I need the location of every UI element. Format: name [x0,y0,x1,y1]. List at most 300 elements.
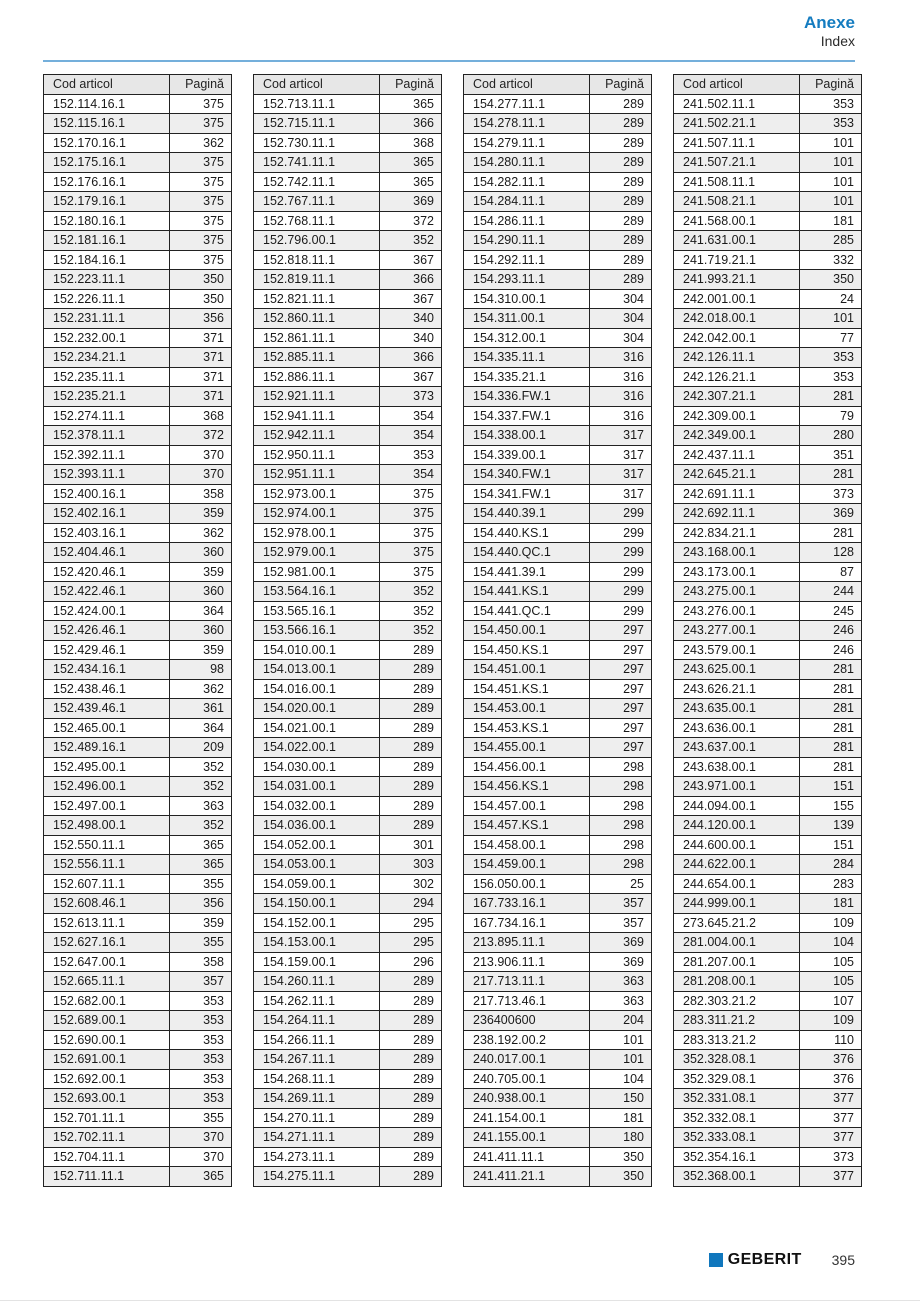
table-row [464,777,652,797]
article-code-cell: 154.441.QC.1 [464,601,590,621]
table-row [44,796,232,816]
table-row [254,172,442,192]
page-number-cell: 364 [170,601,232,621]
table-row [464,328,652,348]
article-code-cell: 154.336.FW.1 [464,387,590,407]
page-number-cell: 350 [800,270,862,290]
page-number-cell: 181 [590,1108,652,1128]
article-code-cell: 154.340.FW.1 [464,465,590,485]
table-row [674,289,862,309]
article-code-cell: 152.973.00.1 [254,484,380,504]
page-number-cell: 297 [590,699,652,719]
table-row [254,816,442,836]
table-row [254,1011,442,1031]
table-row [674,1089,862,1109]
page-number-cell: 371 [170,367,232,387]
table-row [254,894,442,914]
table-row [674,777,862,797]
table-row [44,699,232,719]
table-row [254,601,442,621]
page-number-cell: 375 [170,211,232,231]
table-row [254,94,442,114]
table-row [254,835,442,855]
table-row [44,133,232,153]
article-code-cell: 243.637.00.1 [674,738,800,758]
article-code-cell: 241.719.21.1 [674,250,800,270]
page-number-cell: 365 [380,172,442,192]
table-row [44,211,232,231]
table-row [674,114,862,134]
table-row [254,445,442,465]
article-code-cell: 152.941.11.1 [254,406,380,426]
table-row [44,1050,232,1070]
table-row [44,913,232,933]
table-row [674,211,862,231]
table-row [44,582,232,602]
table-row [464,231,652,251]
article-code-cell: 152.550.11.1 [44,835,170,855]
table-row [674,1128,862,1148]
article-code-cell: 154.013.00.1 [254,660,380,680]
page-number-cell: 356 [170,309,232,329]
article-code-cell: 154.021.00.1 [254,718,380,738]
page-number-cell: 350 [170,289,232,309]
col-header-page: Pagină [170,75,232,95]
article-code-cell: 152.951.11.1 [254,465,380,485]
article-code-cell: 152.495.00.1 [44,757,170,777]
page-number-cell: 366 [380,270,442,290]
article-code-cell: 352.332.08.1 [674,1108,800,1128]
page-number-cell: 370 [170,465,232,485]
table-row [254,367,442,387]
article-code-cell: 152.730.11.1 [254,133,380,153]
page-number-cell: 301 [380,835,442,855]
page-number-cell: 297 [590,660,652,680]
article-code-cell: 243.635.00.1 [674,699,800,719]
article-code-cell: 154.456.KS.1 [464,777,590,797]
article-code-cell: 152.223.11.1 [44,270,170,290]
article-code-cell: 242.645.21.1 [674,465,800,485]
table-row [674,679,862,699]
table-row [674,874,862,894]
page-number-cell: 281 [800,465,862,485]
page-number-cell: 369 [590,952,652,972]
table-row [674,738,862,758]
table-row [464,387,652,407]
page-number-cell: 105 [800,952,862,972]
table-row [254,387,442,407]
page-number-cell: 296 [380,952,442,972]
table-header-row [44,75,232,95]
page-number-cell: 352 [380,621,442,641]
table-row [44,270,232,290]
page-number-cell: 24 [800,289,862,309]
page-number-cell: 298 [590,796,652,816]
page-number-cell: 289 [380,1050,442,1070]
table-header-row [254,75,442,95]
table-row [464,1030,652,1050]
page-number-cell: 289 [590,133,652,153]
table-row [674,270,862,290]
article-code-cell: 154.453.KS.1 [464,718,590,738]
table-row [464,348,652,368]
table-row [44,1108,232,1128]
page-number-cell: 109 [800,1011,862,1031]
table-row [464,991,652,1011]
article-code-cell: 281.208.00.1 [674,972,800,992]
table-row [44,972,232,992]
table-row [674,445,862,465]
article-code-cell: 154.440.39.1 [464,504,590,524]
table-row [674,1167,862,1187]
page-number-cell: 340 [380,309,442,329]
article-code-cell: 154.338.00.1 [464,426,590,446]
article-code-cell: 243.276.00.1 [674,601,800,621]
page-number-cell: 295 [380,913,442,933]
article-code-cell: 213.895.11.1 [464,933,590,953]
article-code-cell: 154.052.00.1 [254,835,380,855]
table-row [674,133,862,153]
page-number-cell: 355 [170,933,232,953]
article-code-cell: 241.411.21.1 [464,1167,590,1187]
article-code-cell: 152.400.16.1 [44,484,170,504]
page-number-cell: 355 [170,1108,232,1128]
table-row [254,952,442,972]
table-row [674,309,862,329]
col-header-code: Cod articol [44,75,170,95]
article-code-cell: 243.277.00.1 [674,621,800,641]
table-row [254,543,442,563]
article-code-cell: 154.312.00.1 [464,328,590,348]
page-number-cell: 375 [380,562,442,582]
page-number-cell: 289 [590,172,652,192]
page-number-cell: 371 [170,328,232,348]
article-code-cell: 152.701.11.1 [44,1108,170,1128]
page-number-cell: 101 [590,1050,652,1070]
table-row [44,289,232,309]
page-number-cell: 77 [800,328,862,348]
table-row [674,387,862,407]
table-row [464,523,652,543]
table-row [464,1147,652,1167]
page-number-cell: 289 [380,718,442,738]
table-row [254,874,442,894]
article-code-cell: 152.176.16.1 [44,172,170,192]
article-code-cell: 152.404.46.1 [44,543,170,563]
page-number-cell: 281 [800,387,862,407]
article-code-cell: 154.455.00.1 [464,738,590,758]
article-code-cell: 152.498.00.1 [44,816,170,836]
article-code-cell: 152.647.00.1 [44,952,170,972]
page-number-cell: 354 [380,406,442,426]
article-code-cell: 152.170.16.1 [44,133,170,153]
article-code-cell: 154.457.KS.1 [464,816,590,836]
article-code-cell: 154.441.KS.1 [464,582,590,602]
table-row [464,543,652,563]
article-code-cell: 240.705.00.1 [464,1069,590,1089]
article-code-cell: 152.818.11.1 [254,250,380,270]
page-number-cell: 317 [590,484,652,504]
table-row [254,211,442,231]
table-row [464,757,652,777]
article-code-cell: 154.293.11.1 [464,270,590,290]
page-number-cell: 366 [380,348,442,368]
article-code-cell: 154.278.11.1 [464,114,590,134]
article-code-cell: 154.456.00.1 [464,757,590,777]
page-number-cell: 289 [380,1069,442,1089]
table-row [44,172,232,192]
page-number-cell: 352 [380,601,442,621]
article-code-cell: 152.181.16.1 [44,231,170,251]
index-table-2 [253,74,442,1187]
page-number-cell: 365 [380,153,442,173]
article-code-cell: 154.277.11.1 [464,94,590,114]
table-row [254,309,442,329]
page-number-cell: 375 [170,172,232,192]
page-number-cell: 371 [170,387,232,407]
article-code-cell: 154.036.00.1 [254,816,380,836]
page-number-cell: 377 [800,1089,862,1109]
article-code-cell: 154.264.11.1 [254,1011,380,1031]
page-number-cell: 352 [380,231,442,251]
page-number-cell: 359 [170,562,232,582]
article-code-cell: 154.337.FW.1 [464,406,590,426]
page-number-cell: 358 [170,484,232,504]
page-number-cell: 110 [800,1030,862,1050]
page-number-cell: 299 [590,504,652,524]
page-number-cell: 367 [380,367,442,387]
page-number-cell: 304 [590,309,652,329]
table-row [44,504,232,524]
page-number-cell: 317 [590,465,652,485]
table-row [44,1069,232,1089]
article-code-cell: 152.179.16.1 [44,192,170,212]
article-code-cell: 283.311.21.2 [674,1011,800,1031]
page-number-cell: 246 [800,621,862,641]
article-code-cell: 154.279.11.1 [464,133,590,153]
page-number-cell: 289 [380,1147,442,1167]
table-row [464,640,652,660]
table-row [464,465,652,485]
article-code-cell: 152.768.11.1 [254,211,380,231]
article-code-cell: 154.453.00.1 [464,699,590,719]
table-row [464,913,652,933]
page-number-cell: 304 [590,328,652,348]
table-row [464,270,652,290]
article-code-cell: 154.010.00.1 [254,640,380,660]
article-code-cell: 152.690.00.1 [44,1030,170,1050]
table-row [254,757,442,777]
page-number-cell: 303 [380,855,442,875]
article-code-cell: 154.282.11.1 [464,172,590,192]
table-row [44,1167,232,1187]
page-number-cell: 353 [800,367,862,387]
table-row [674,153,862,173]
page-number-cell: 244 [800,582,862,602]
article-code-cell: 152.702.11.1 [44,1128,170,1148]
table-row [674,484,862,504]
table-row [464,309,652,329]
table-row [254,328,442,348]
article-code-cell: 154.284.11.1 [464,192,590,212]
table-row [464,562,652,582]
article-code-cell: 152.691.00.1 [44,1050,170,1070]
page-number-cell: 317 [590,445,652,465]
article-code-cell: 152.704.11.1 [44,1147,170,1167]
page-number-cell: 367 [380,250,442,270]
page-number-cell: 101 [800,172,862,192]
page-number-cell: 375 [170,250,232,270]
table-row [44,1128,232,1148]
article-code-cell: 152.796.00.1 [254,231,380,251]
table-row [44,328,232,348]
page-number-cell: 352 [170,777,232,797]
table-row [254,777,442,797]
page-number-cell: 289 [380,757,442,777]
page-number-cell: 281 [800,660,862,680]
article-code-cell: 154.059.00.1 [254,874,380,894]
page-number-cell: 209 [170,738,232,758]
table-row [44,445,232,465]
article-code-cell: 152.497.00.1 [44,796,170,816]
article-code-cell: 152.860.11.1 [254,309,380,329]
page-number-cell: 353 [170,1069,232,1089]
page-number-cell: 281 [800,699,862,719]
article-code-cell: 154.310.00.1 [464,289,590,309]
table-row [674,894,862,914]
col-header-code: Cod articol [254,75,380,95]
page-number-cell: 151 [800,777,862,797]
article-code-cell: 154.262.11.1 [254,991,380,1011]
article-code-cell: 152.180.16.1 [44,211,170,231]
article-code-cell: 241.568.00.1 [674,211,800,231]
article-code-cell: 241.411.11.1 [464,1147,590,1167]
page-number-cell: 289 [590,270,652,290]
page-number-cell: 350 [590,1147,652,1167]
table-row [464,250,652,270]
table-row [674,172,862,192]
table-row [674,250,862,270]
table-row [44,679,232,699]
article-code-cell: 152.608.46.1 [44,894,170,914]
table-row [674,94,862,114]
table-row [254,114,442,134]
page-number-cell: 373 [800,484,862,504]
page-number-cell: 289 [590,250,652,270]
article-code-cell: 273.645.21.2 [674,913,800,933]
page-number-cell: 369 [800,504,862,524]
page-number-cell: 316 [590,348,652,368]
article-code-cell: 243.579.00.1 [674,640,800,660]
article-code-cell: 241.155.00.1 [464,1128,590,1148]
article-code-cell: 243.971.00.1 [674,777,800,797]
table-row [674,1030,862,1050]
page-number-cell: 357 [170,972,232,992]
table-row [464,621,652,641]
article-code-cell: 154.458.00.1 [464,835,590,855]
article-code-cell: 154.341.FW.1 [464,484,590,504]
page-number-cell: 360 [170,543,232,563]
page-number-cell: 371 [170,348,232,368]
page-number-cell: 105 [800,972,862,992]
table-row [464,679,652,699]
page-number-cell: 297 [590,738,652,758]
page-number-cell: 181 [800,894,862,914]
table-row [464,94,652,114]
article-code-cell: 153.564.16.1 [254,582,380,602]
table-row [254,406,442,426]
article-code-cell: 154.273.11.1 [254,1147,380,1167]
table-row [44,835,232,855]
page-number-cell: 332 [800,250,862,270]
table-row [674,757,862,777]
article-code-cell: 152.950.11.1 [254,445,380,465]
article-code-cell: 152.235.21.1 [44,387,170,407]
table-row [464,1128,652,1148]
article-code-cell: 154.153.00.1 [254,933,380,953]
table-row [254,913,442,933]
page-number-cell: 297 [590,679,652,699]
article-code-cell: 241.507.21.1 [674,153,800,173]
page-number-cell: 101 [800,309,862,329]
table-row [44,621,232,641]
article-code-cell: 242.042.00.1 [674,328,800,348]
article-code-cell: 152.742.11.1 [254,172,380,192]
table-row [254,426,442,446]
article-code-cell: 152.942.11.1 [254,426,380,446]
table-row [464,582,652,602]
table-row [44,114,232,134]
table-row [674,406,862,426]
page-number-cell: 155 [800,796,862,816]
table-row [674,328,862,348]
table-row [674,991,862,1011]
table-row [674,231,862,251]
page-number-cell: 298 [590,777,652,797]
page-number-cell: 359 [170,504,232,524]
page-number: 395 [831,1252,855,1268]
article-code-cell: 217.713.11.1 [464,972,590,992]
page-number-cell: 245 [800,601,862,621]
page-number-cell: 375 [380,504,442,524]
table-row [464,699,652,719]
article-code-cell: 152.885.11.1 [254,348,380,368]
article-code-cell: 154.280.11.1 [464,153,590,173]
article-code-cell: 152.713.11.1 [254,94,380,114]
article-code-cell: 352.329.08.1 [674,1069,800,1089]
table-row [254,153,442,173]
table-row [254,738,442,758]
table-row [44,952,232,972]
col-header-page: Pagină [380,75,442,95]
page-title: Anexe [803,13,855,32]
article-code-cell: 282.303.21.2 [674,991,800,1011]
page-number-cell: 180 [590,1128,652,1148]
table-row [254,1030,442,1050]
article-code-cell: 154.335.21.1 [464,367,590,387]
article-code-cell: 154.292.11.1 [464,250,590,270]
table-row [44,933,232,953]
table-row [674,913,862,933]
article-code-cell: 152.974.00.1 [254,504,380,524]
article-code-cell: 152.489.16.1 [44,738,170,758]
page-number-cell: 317 [590,426,652,446]
table-row [44,250,232,270]
article-code-cell: 352.328.08.1 [674,1050,800,1070]
article-code-cell: 152.114.16.1 [44,94,170,114]
article-code-cell: 154.275.11.1 [254,1167,380,1187]
table-row [254,1128,442,1148]
